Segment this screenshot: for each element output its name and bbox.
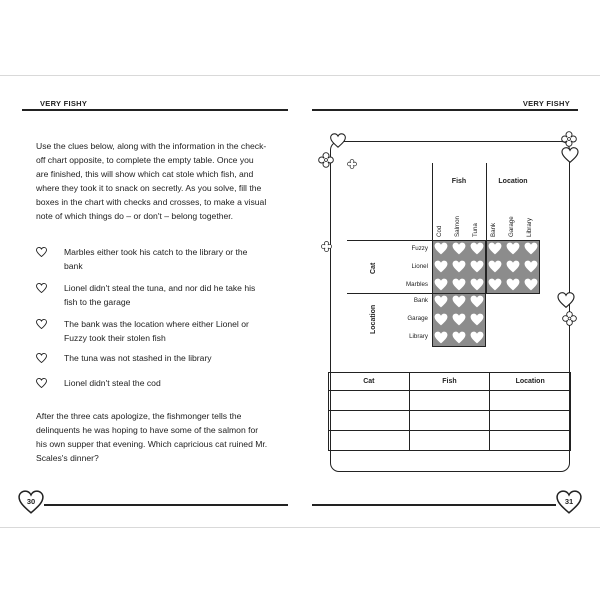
- cat-fish-cell[interactable]: [450, 276, 468, 294]
- heart-decoration-icon: [557, 292, 575, 308]
- heart-cell-icon: [524, 278, 538, 291]
- heart-bullet-icon: [36, 378, 47, 388]
- answer-cell[interactable]: [490, 391, 571, 411]
- heart-cell-icon: [452, 295, 466, 308]
- location-fish-cell[interactable]: [432, 311, 450, 329]
- heart-cell-icon: [488, 278, 502, 291]
- column-label-location: Library: [526, 218, 533, 237]
- cat-location-cell[interactable]: [486, 258, 504, 276]
- heart-cell-icon: [470, 242, 484, 255]
- left-page-number-badge: [18, 490, 44, 514]
- location-fish-cell[interactable]: [450, 311, 468, 329]
- location-fish-cell[interactable]: [432, 293, 450, 311]
- heart-cell-icon: [452, 331, 466, 344]
- column-label-fish: Tuna: [472, 223, 479, 237]
- heart-bullet-icon: [36, 283, 47, 293]
- heart-cell-icon: [506, 278, 520, 291]
- flower-decoration-icon: [347, 159, 357, 169]
- answer-cell[interactable]: [329, 411, 410, 431]
- answer-header-cat: Cat: [329, 373, 410, 391]
- answer-cell[interactable]: [490, 431, 571, 451]
- clue-text: Marbles either took his catch to the library or the bank: [64, 247, 248, 271]
- cat-location-cell[interactable]: [486, 276, 504, 294]
- location-fish-cell[interactable]: [468, 293, 486, 311]
- row-label-location: Garage: [407, 315, 428, 322]
- flower-decoration-icon: [321, 241, 332, 252]
- outro-question: After the three cats apologize, the fishmonger tells the delinquents he was hoping to have some of the salmon for his own supper that evening. Which capricious cat ruined Mr. Scales's dinner?: [36, 411, 268, 463]
- answer-row: [329, 391, 571, 411]
- cat-fish-cell[interactable]: [468, 240, 486, 258]
- left-page-number: 30: [26, 497, 36, 506]
- flower-decoration-icon: [318, 152, 334, 168]
- column-label-fish: Salmon: [454, 216, 461, 237]
- grid-divider: [486, 163, 487, 240]
- right-page-number-badge: [556, 490, 582, 514]
- heart-decoration-icon: [561, 147, 579, 163]
- cat-location-cell[interactable]: [504, 276, 522, 294]
- row-label-location: Bank: [413, 297, 428, 304]
- cat-fish-cell[interactable]: [468, 258, 486, 276]
- location-group-label: Location: [498, 178, 528, 185]
- page-bottom-edge: [0, 527, 600, 528]
- right-footer-rule: [312, 504, 556, 506]
- row-label-cat: Fuzzy: [411, 245, 428, 252]
- right-page-number: 31: [564, 497, 574, 506]
- heart-cell-icon: [488, 260, 502, 273]
- answer-cell[interactable]: [329, 431, 410, 451]
- left-footer-rule: [44, 504, 288, 506]
- heart-cell-icon: [524, 260, 538, 273]
- right-header-rule: [312, 109, 578, 111]
- heart-cell-icon: [452, 260, 466, 273]
- cat-location-cell[interactable]: [504, 258, 522, 276]
- heart-bullet-icon: [36, 319, 47, 329]
- heart-cell-icon: [506, 260, 520, 273]
- heart-cell-icon: [470, 313, 484, 326]
- location-fish-cell[interactable]: [450, 293, 468, 311]
- location-fish-cell[interactable]: [468, 329, 486, 347]
- row-label-cat: Marbles: [405, 281, 428, 288]
- column-label-location: Garage: [508, 216, 515, 237]
- location-fish-cell[interactable]: [468, 311, 486, 329]
- heart-cell-icon: [434, 260, 448, 273]
- cat-fish-cell[interactable]: [432, 258, 450, 276]
- heart-cell-icon: [470, 331, 484, 344]
- grid-divider: [347, 293, 432, 294]
- cat-location-cell[interactable]: [504, 240, 522, 258]
- heart-cell-icon: [434, 331, 448, 344]
- cat-location-cell[interactable]: [522, 276, 540, 294]
- heart-cell-icon: [470, 278, 484, 291]
- cat-fish-cell[interactable]: [468, 276, 486, 294]
- answer-header-location: Location: [490, 373, 571, 391]
- column-label-fish: Cod: [436, 225, 443, 237]
- fish-group-label: Fish: [451, 178, 467, 185]
- page-top-edge: [0, 75, 600, 76]
- clue-text: Lionel didn't steal the tuna, and nor did he take his fish to the garage: [64, 283, 256, 307]
- cat-group-label: Cat: [370, 262, 377, 274]
- cat-fish-cell[interactable]: [432, 240, 450, 258]
- row-label-cat: Lionel: [411, 263, 428, 270]
- heart-cell-icon: [452, 242, 466, 255]
- grid-divider: [347, 240, 432, 241]
- location-fish-cell[interactable]: [450, 329, 468, 347]
- heart-decoration-icon: [330, 133, 346, 148]
- heart-cell-icon: [506, 242, 520, 255]
- answer-row: [329, 431, 571, 451]
- heart-cell-icon: [434, 278, 448, 291]
- left-page-header: VERY FISHY: [40, 99, 88, 108]
- flower-decoration-icon: [561, 131, 577, 147]
- cat-fish-cell[interactable]: [450, 240, 468, 258]
- heart-cell-icon: [434, 295, 448, 308]
- heart-cell-icon: [452, 278, 466, 291]
- clue-text: Lionel didn't steal the cod: [64, 378, 161, 388]
- cat-location-cell[interactable]: [486, 240, 504, 258]
- answer-cell[interactable]: [409, 391, 490, 411]
- flower-decoration-icon: [562, 311, 577, 326]
- cat-fish-cell[interactable]: [450, 258, 468, 276]
- answer-cell[interactable]: [490, 411, 571, 431]
- clue-text: The tuna was not stashed in the library: [64, 353, 212, 363]
- clue-text: The bank was the location where either Lionel or Fuzzy took their stolen fish: [64, 319, 249, 343]
- heart-cell-icon: [488, 242, 502, 255]
- heart-cell-icon: [434, 313, 448, 326]
- answer-table: [328, 372, 571, 451]
- location-row-group-label: Location: [370, 304, 377, 334]
- heart-cell-icon: [470, 295, 484, 308]
- cat-location-cell[interactable]: [522, 258, 540, 276]
- right-page-header: VERY FISHY: [522, 99, 570, 108]
- left-header-rule: [22, 109, 288, 111]
- heart-bullet-icon: [36, 247, 47, 257]
- heart-cell-icon: [452, 313, 466, 326]
- column-label-location: Bank: [490, 222, 497, 237]
- heart-cell-icon: [524, 242, 538, 255]
- heart-cell-icon: [434, 242, 448, 255]
- grid-divider: [432, 163, 433, 240]
- cat-fish-cell[interactable]: [432, 276, 450, 294]
- row-label-location: Library: [409, 333, 428, 340]
- heart-bullet-icon: [36, 353, 47, 363]
- answer-cell[interactable]: [409, 431, 490, 451]
- answer-cell[interactable]: [329, 391, 410, 411]
- location-fish-cell[interactable]: [432, 329, 450, 347]
- intro-text: Use the clues below, along with the information in the check-off chart opposite, to complete the empty table. Once you are finished, this will show which cat stole which fish, and where they took it to snack on secretly. As you solve, fill the boxes in the chart with checks and crosses, to make a visual note of which things do – or don't – belong together.: [36, 141, 267, 221]
- answer-cell[interactable]: [409, 411, 490, 431]
- cat-location-cell[interactable]: [522, 240, 540, 258]
- heart-cell-icon: [470, 260, 484, 273]
- answer-row: [329, 411, 571, 431]
- answer-header-fish: Fish: [409, 373, 490, 391]
